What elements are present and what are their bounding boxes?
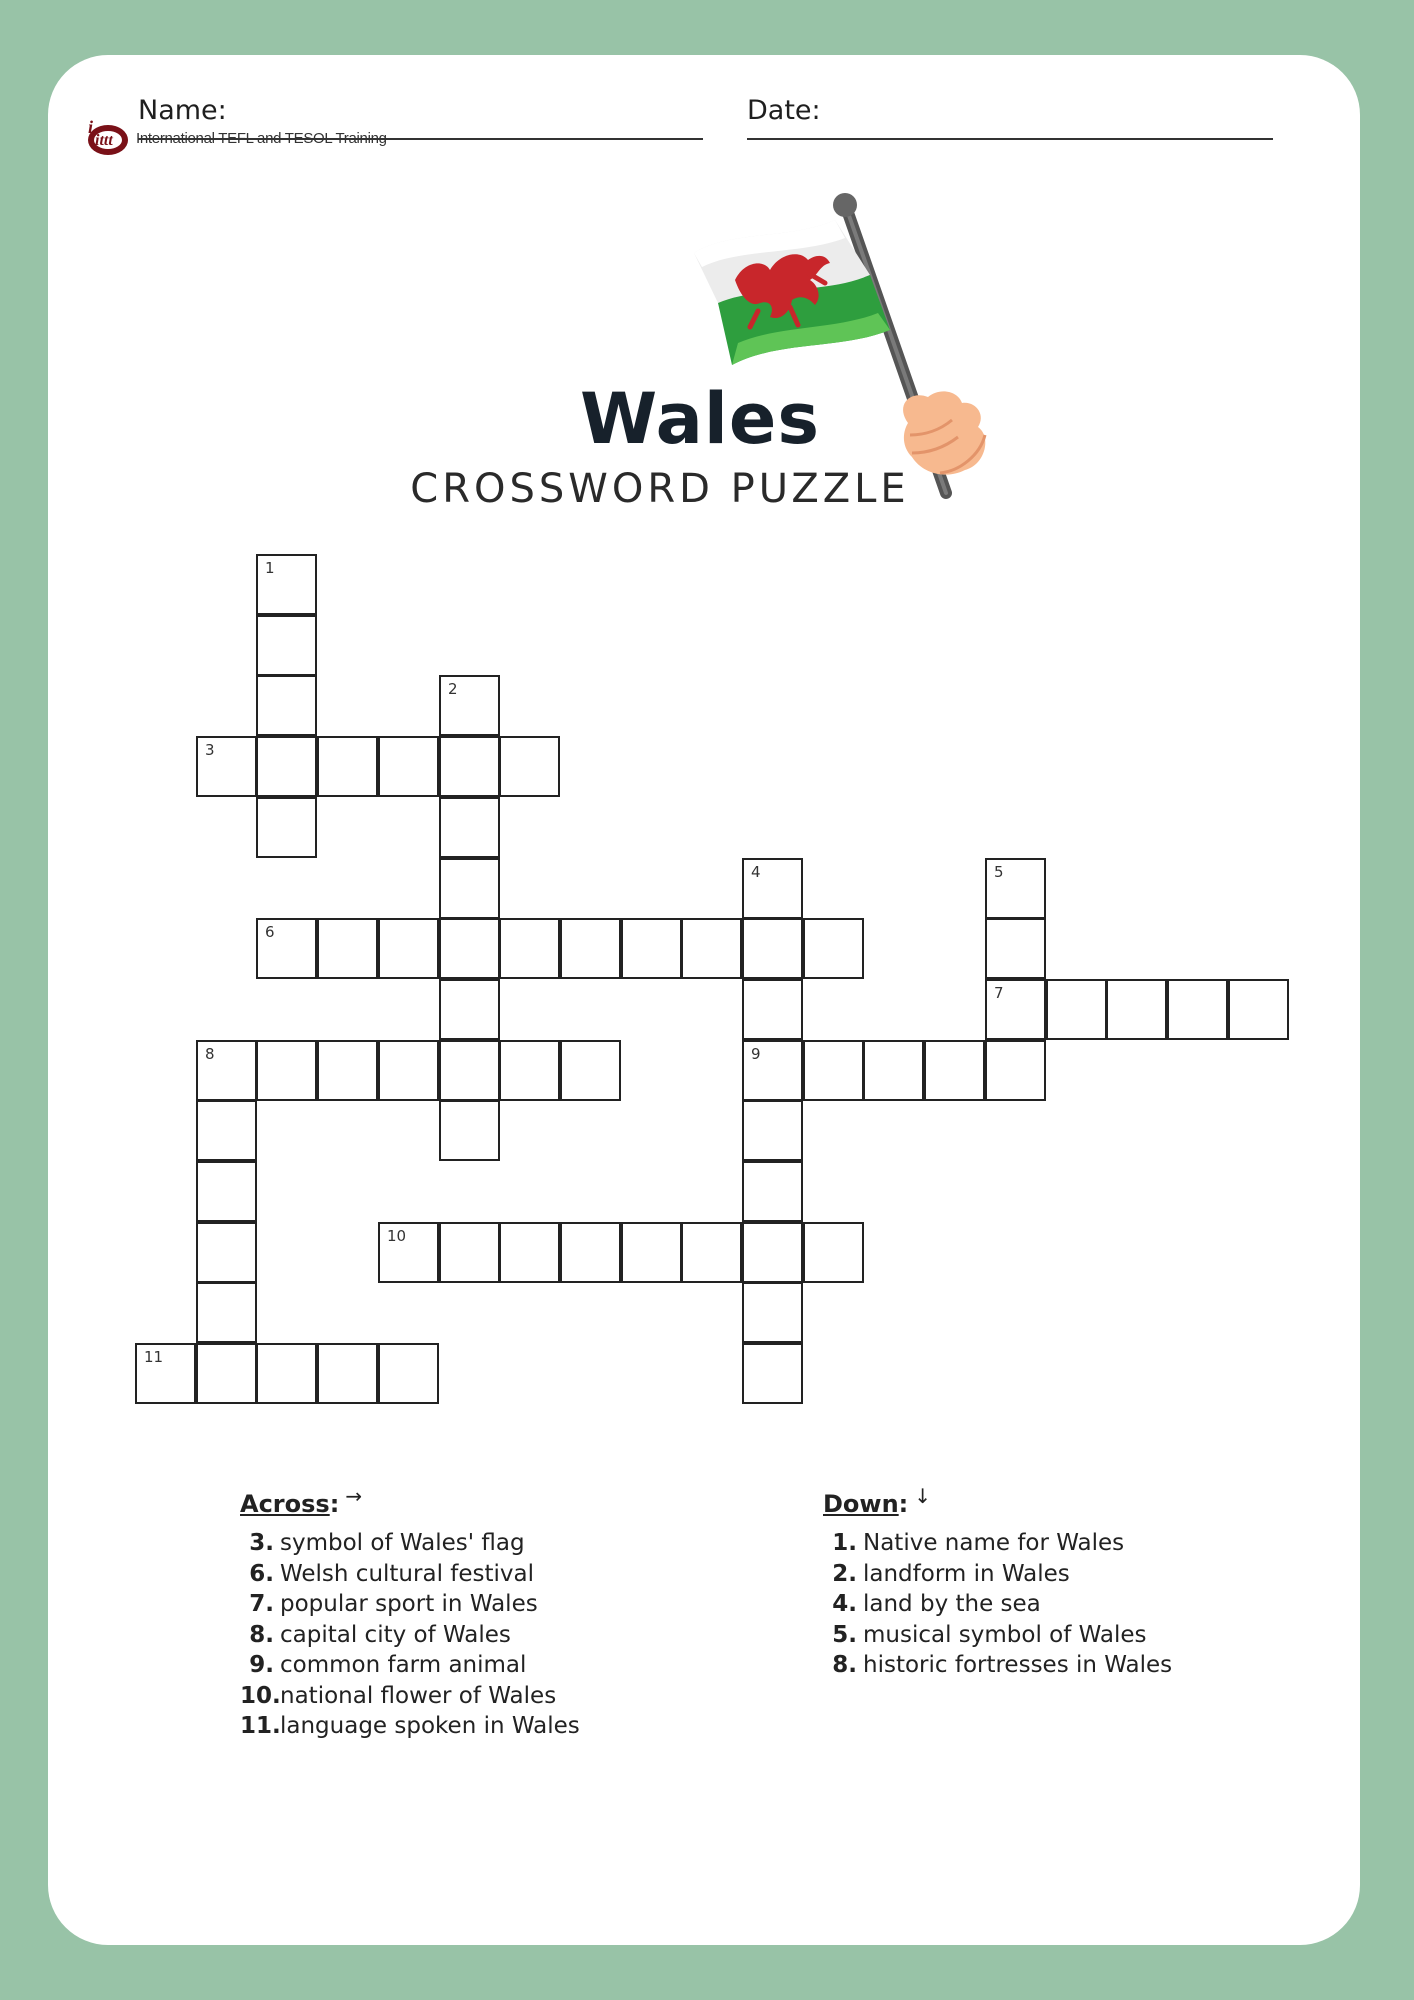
svg-text:ittt: ittt (95, 132, 113, 149)
crossword-cell[interactable] (196, 1100, 257, 1161)
crossword-cell[interactable] (681, 1222, 742, 1283)
crossword-cell[interactable] (742, 858, 803, 919)
crossword-cell[interactable] (439, 918, 500, 979)
across-clues: Across: → 3. symbol of Wales' flag 6. Welsh cultural festival 7. popular sport in Wales 8. capital city of Wales 9. common farm animal 10. national flower of Wales 11. language spoken in Wales (240, 1484, 580, 1742)
clue-text: Native name for Wales (863, 1530, 1125, 1556)
crossword-cell[interactable] (621, 1222, 682, 1283)
clue-num: 5. (832, 1621, 857, 1648)
crossword-cell[interactable] (196, 1222, 257, 1283)
page-subtitle: CROSSWORD PUZZLE (410, 466, 910, 512)
clue-text: capital city of Wales (280, 1621, 511, 1648)
clue-num: 8. (832, 1652, 857, 1678)
date-label: Date: (747, 95, 821, 126)
clue-number: 2 (448, 680, 458, 698)
clue-text: language spoken in Wales (280, 1713, 580, 1739)
crossword-cell[interactable] (196, 1282, 257, 1343)
crossword-cell[interactable] (135, 1343, 196, 1404)
crossword-cell[interactable] (1046, 979, 1107, 1040)
crossword-cell[interactable] (499, 1222, 560, 1283)
crossword-cell[interactable] (439, 797, 500, 858)
crossword-cell[interactable] (742, 1100, 803, 1161)
crossword-cell[interactable] (317, 918, 378, 979)
across-clue (240, 1711, 580, 1742)
clue-num: 2. (832, 1560, 857, 1587)
clue-number: 7 (994, 984, 1004, 1002)
crossword-cell[interactable] (256, 736, 317, 797)
crossword-cell[interactable] (560, 1040, 621, 1101)
clue-number: 3 (205, 741, 215, 759)
clue-number: 9 (751, 1045, 761, 1063)
across-clue (240, 1620, 580, 1651)
clue-num: 11. (240, 1713, 281, 1739)
crossword-cell[interactable] (985, 1040, 1046, 1101)
crossword-cell[interactable] (499, 1040, 560, 1101)
crossword-cell[interactable] (256, 797, 317, 858)
clue-text: symbol of Wales' flag (280, 1530, 525, 1556)
clue-text: common farm animal (280, 1652, 527, 1678)
clue-num: 7. (249, 1591, 274, 1617)
crossword-cell[interactable] (378, 1222, 439, 1283)
clue-num: 6. (249, 1560, 274, 1587)
down-clue (823, 1650, 1172, 1681)
crossword-cell[interactable] (560, 1222, 621, 1283)
clue-number: 5 (994, 863, 1004, 881)
down-clue (823, 1559, 1172, 1590)
clue-num: 3. (249, 1530, 274, 1556)
crossword-cell[interactable] (985, 918, 1046, 979)
crossword-cell[interactable] (803, 1040, 864, 1101)
crossword-cell[interactable] (256, 1040, 317, 1101)
clue-num: 10. (240, 1682, 281, 1709)
clue-number: 1 (265, 559, 275, 577)
ittt-logo-icon (86, 118, 130, 158)
crossword-cell[interactable] (803, 1222, 864, 1283)
crossword-cell[interactable] (863, 1040, 924, 1101)
crossword-cell[interactable] (439, 858, 500, 919)
crossword-cell[interactable] (1167, 979, 1228, 1040)
right-arrow-icon: → (345, 1484, 363, 1508)
crossword-cell[interactable] (439, 1222, 500, 1283)
clue-number: 6 (265, 923, 275, 941)
clue-text: landform in Wales (863, 1560, 1070, 1587)
page-title: Wales (579, 378, 821, 460)
crossword-cell[interactable] (256, 1343, 317, 1404)
across-clue (240, 1589, 580, 1620)
crossword-cell[interactable] (439, 1040, 500, 1101)
crossword-cell[interactable] (256, 554, 317, 615)
crossword-cell[interactable] (1106, 979, 1167, 1040)
crossword-cell[interactable] (499, 918, 560, 979)
crossword-cell[interactable] (924, 1040, 985, 1101)
crossword-cell[interactable] (742, 1040, 803, 1101)
crossword-cell[interactable] (742, 1282, 803, 1343)
crossword-cell[interactable] (742, 979, 803, 1040)
clue-text: land by the sea (863, 1591, 1041, 1617)
crossword-cell[interactable] (439, 1100, 500, 1161)
crossword-cell[interactable] (317, 736, 378, 797)
clue-text: national flower of Wales (280, 1682, 557, 1709)
clue-num: 4. (832, 1591, 857, 1617)
down-clues: Down: ↓ 1. Native name for Wales 2. landform in Wales 4. land by the sea 5. musical symbol of Wales 8. historic fortresses in Wales (823, 1484, 1172, 1681)
logo-text: International TEFL and TESOL Training (136, 130, 387, 147)
clue-number: 10 (387, 1227, 407, 1245)
crossword-cell[interactable] (317, 1343, 378, 1404)
crossword-cell[interactable] (742, 1343, 803, 1404)
across-heading: Across (240, 1490, 330, 1518)
crossword-cell[interactable] (742, 1161, 803, 1222)
down-heading: Down (823, 1490, 899, 1518)
crossword-cell[interactable] (196, 1161, 257, 1222)
crossword-cell[interactable] (439, 675, 500, 736)
crossword-cell[interactable] (560, 918, 621, 979)
svg-text:i: i (88, 118, 94, 137)
across-clue (240, 1559, 580, 1590)
name-label: Name: (138, 95, 227, 126)
crossword-cell[interactable] (378, 1040, 439, 1101)
clue-text: popular sport in Wales (280, 1591, 538, 1617)
crossword-cell[interactable] (742, 918, 803, 979)
crossword-cell[interactable] (196, 1343, 257, 1404)
crossword-cell[interactable] (439, 736, 500, 797)
across-clue (240, 1681, 580, 1712)
crossword-cell[interactable] (985, 979, 1046, 1040)
crossword-cell[interactable] (742, 1222, 803, 1283)
clue-number: 11 (144, 1348, 164, 1366)
crossword-cell[interactable] (985, 858, 1046, 919)
across-clue (240, 1650, 580, 1681)
crossword-cell[interactable] (621, 918, 682, 979)
crossword-cell[interactable] (196, 736, 257, 797)
crossword-cell[interactable] (256, 615, 317, 676)
crossword-cell[interactable] (317, 1040, 378, 1101)
crossword-cell[interactable] (378, 736, 439, 797)
crossword-cell[interactable] (196, 1040, 257, 1101)
crossword-cell[interactable] (378, 918, 439, 979)
down-arrow-icon: ↓ (914, 1484, 932, 1508)
clue-num: 1. (832, 1530, 857, 1556)
clue-num: 9. (249, 1652, 274, 1678)
clue-number: 4 (751, 863, 761, 881)
crossword-cell[interactable] (256, 918, 317, 979)
crossword-cell[interactable] (681, 918, 742, 979)
across-clue (240, 1528, 580, 1559)
clue-text: Welsh cultural festival (280, 1560, 534, 1587)
crossword-cell[interactable] (256, 675, 317, 736)
down-clue (823, 1620, 1172, 1651)
clue-num: 8. (249, 1621, 274, 1648)
down-clue (823, 1528, 1172, 1559)
crossword-cell[interactable] (378, 1343, 439, 1404)
clue-text: historic fortresses in Wales (863, 1652, 1173, 1678)
crossword-cell[interactable] (1228, 979, 1289, 1040)
crossword-cell[interactable] (499, 736, 560, 797)
down-clue (823, 1589, 1172, 1620)
crossword-cell[interactable] (439, 979, 500, 1040)
clue-text: musical symbol of Wales (863, 1621, 1147, 1648)
clue-number: 8 (205, 1045, 215, 1063)
crossword-cell[interactable] (803, 918, 864, 979)
